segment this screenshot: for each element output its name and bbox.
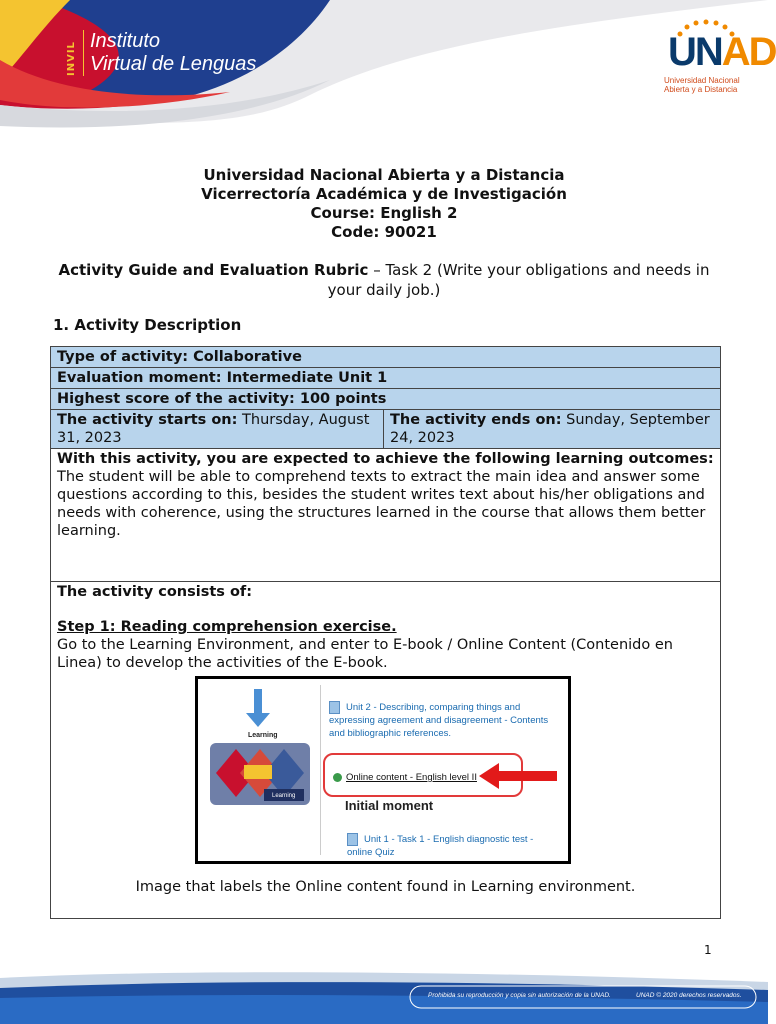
activity-table	[50, 346, 721, 919]
start-date-cell: The activity starts on: Thursday, August 31, 2023	[51, 410, 384, 448]
learning-panel	[206, 685, 316, 855]
ivl-line2: Virtual de Lenguas	[90, 53, 257, 75]
end-date-cell: The activity ends on: Sunday, September 24, 2023	[390, 412, 710, 446]
step1-text: Go to the Learning Environment, and enter to E-book / Online Content (Contenido en Linea) to develop the activities of the E-book.	[57, 637, 673, 671]
unad-subtitle: Universidad Nacional Abierta y a Distancia	[664, 76, 740, 94]
course-name: Course: English 2	[310, 204, 458, 222]
ivl-logo-text	[90, 30, 256, 76]
unit2-link[interactable]: Unit 2 - Describing, comparing things and expressing agreement and disagreement - Contents and bibliographic references.	[329, 702, 549, 739]
document-titles	[0, 166, 768, 242]
online-content-link[interactable]: Online content - English level II	[333, 769, 477, 787]
document-icon	[329, 701, 340, 714]
document-icon	[347, 833, 358, 846]
globe-icon	[333, 773, 342, 782]
consists-label: The activity consists of:	[57, 584, 253, 600]
learning-label: Learning	[248, 732, 278, 739]
ivl-divider	[83, 30, 84, 76]
initial-moment-heading: Initial moment	[345, 798, 434, 813]
learning-badge: Learning	[272, 793, 296, 799]
header-banner	[0, 0, 776, 135]
learning-icon	[206, 685, 316, 855]
unad-wordmark: UNAD	[668, 30, 776, 74]
row-consists	[51, 582, 720, 918]
unit1-link[interactable]: Unit 1 - Task 1 - English diagnostic test - online Quiz	[347, 834, 534, 858]
ivl-line1: Instituto	[90, 30, 161, 52]
footer-copy-notice: Prohibida su reproducción y copia sin autorización de la UNAD.	[428, 992, 611, 999]
row-type: Type of activity: Collaborative	[51, 347, 720, 368]
course-code: Code: 90021	[331, 223, 437, 241]
row-score: Highest score of the activity: 100 points	[51, 389, 720, 410]
university-name: Universidad Nacional Abierta y a Distancia	[203, 166, 565, 184]
course-contents-panel	[320, 685, 561, 858]
learning-environment-screenshot	[195, 676, 571, 864]
row-dates	[51, 410, 720, 449]
section-title: 1. Activity Description	[53, 316, 242, 334]
ivl-vertical-mark: INVIL	[66, 41, 77, 76]
image-caption: Image that labels the Online content found in Learning environment.	[135, 879, 636, 895]
vice-rectorate: Vicerrectoría Académica y de Investigación	[201, 185, 567, 203]
outcomes-text: The student will be able to comprehend texts to extract the main idea and answer some questions according to this, besides the student writes text about his/her obligations and needs with coherence, using the structures learned in the course that allows them better learning.	[57, 469, 706, 539]
outcomes-label: With this activity, you are expected to achieve the following learning outcomes:	[57, 451, 714, 467]
footer-rights: UNAD © 2020 derechos reservados.	[636, 992, 742, 999]
guide-title: Activity Guide and Evaluation Rubric – Task 2 (Write your obligations and needs in your daily job.)	[58, 261, 710, 299]
step1-title: Step 1: Reading comprehension exercise.	[57, 619, 397, 635]
row-outcomes	[51, 449, 720, 582]
row-moment: Evaluation moment: Intermediate Unit 1	[51, 368, 720, 389]
red-arrow-icon	[479, 761, 559, 791]
unad-logo	[660, 18, 776, 94]
page-number: 1	[704, 943, 712, 957]
